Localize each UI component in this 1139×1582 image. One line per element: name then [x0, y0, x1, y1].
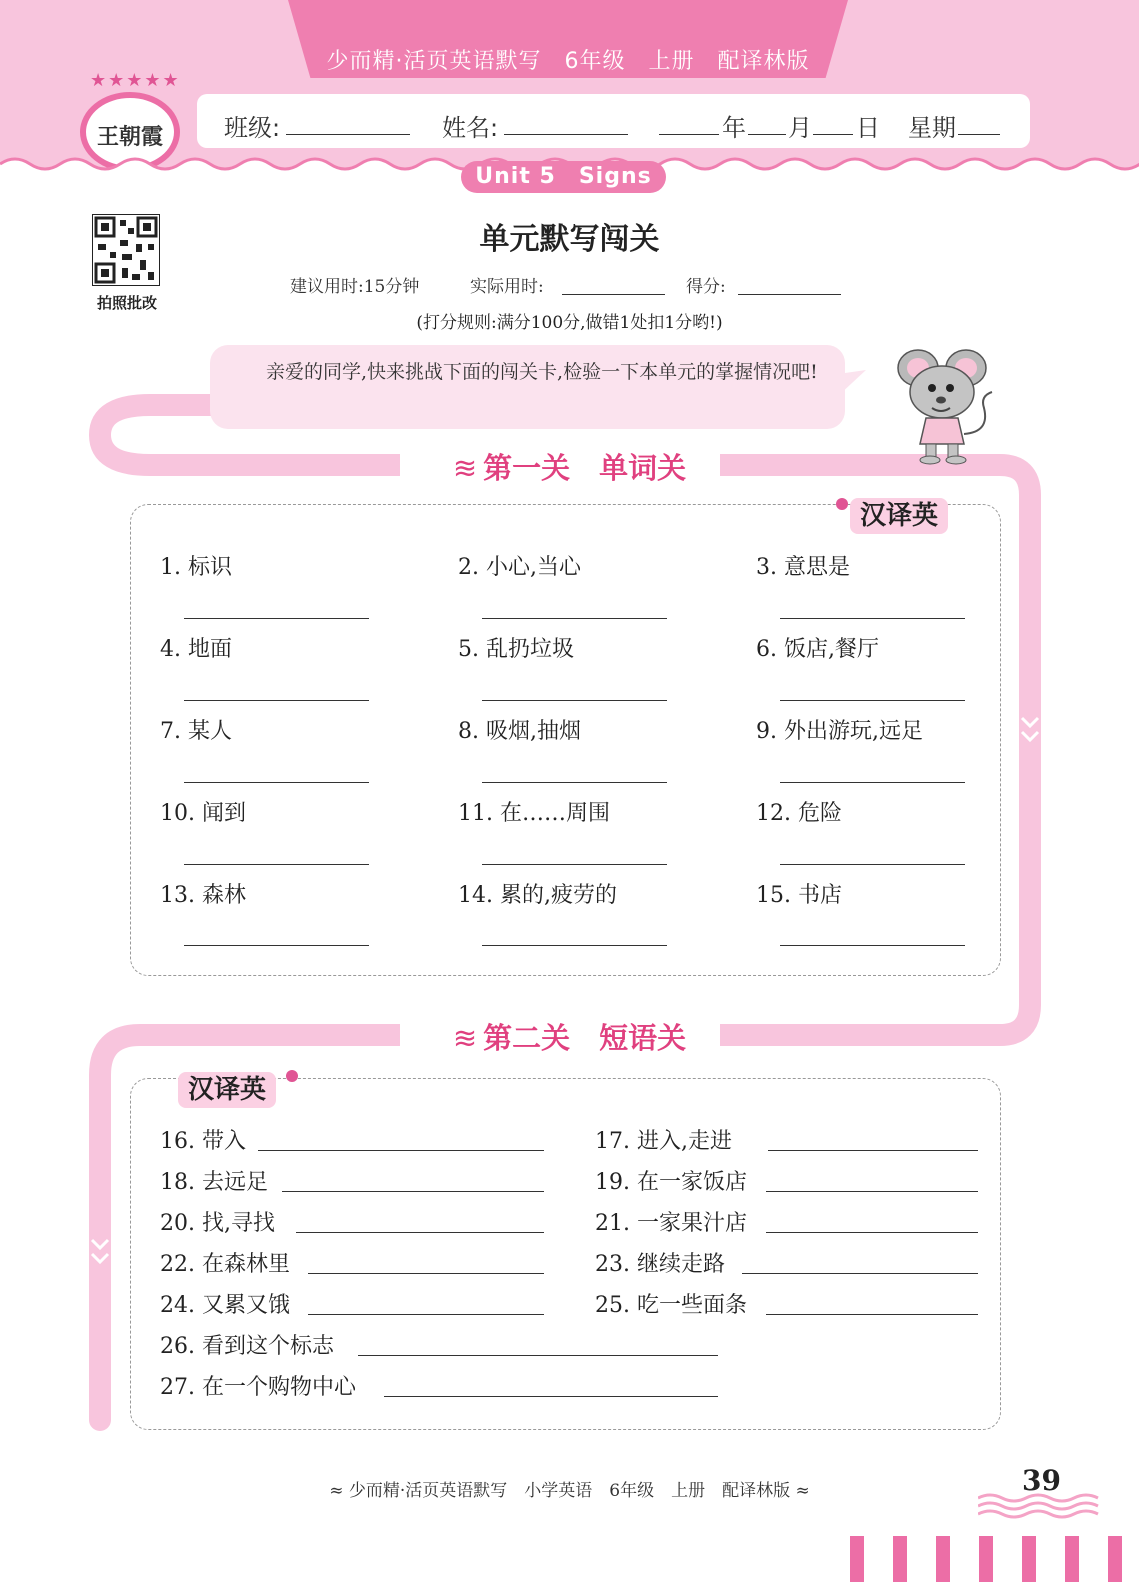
- word-answer-field[interactable]: [780, 945, 965, 946]
- word-answer-field[interactable]: [184, 782, 369, 783]
- word-answer-field[interactable]: [184, 618, 369, 619]
- word-item: 15. 书店: [756, 883, 842, 908]
- phrase-item: 17. 进入,走进: [595, 1129, 732, 1154]
- footer-wave-decoration: [978, 1490, 1108, 1520]
- phrase-answer-field[interactable]: [308, 1273, 544, 1274]
- phrase-answer-field[interactable]: [358, 1355, 718, 1356]
- section2-heading: [0, 1016, 1139, 1057]
- footer: [0, 1476, 1139, 1501]
- series-title: 少而精·活页英语默写 6年级 上册 配译林版: [326, 49, 810, 74]
- phrase-answer-field[interactable]: [768, 1150, 978, 1151]
- footer-stripe: [979, 1536, 993, 1582]
- word-answer-field[interactable]: [184, 945, 369, 946]
- phrase-item: 24. 又累又饿: [160, 1293, 290, 1318]
- actual-time-field[interactable]: [562, 294, 665, 295]
- phrase-item: 23. 继续走路: [595, 1252, 725, 1277]
- phrase-answer-field[interactable]: [766, 1232, 978, 1233]
- word-answer-field[interactable]: [482, 618, 667, 619]
- word-item: 11. 在……周围: [458, 801, 610, 826]
- phrase-item: 20. 找,寻找: [160, 1211, 275, 1236]
- phrase-item: 22. 在森林里: [160, 1252, 290, 1277]
- tag-dot-icon: [286, 1070, 298, 1082]
- phrase-item: 27. 在一个购物中心: [160, 1375, 356, 1400]
- word-answer-field[interactable]: [482, 945, 667, 946]
- phrase-item: 25. 吃一些面条: [595, 1293, 747, 1318]
- word-answer-field[interactable]: [780, 700, 965, 701]
- word-answer-field[interactable]: [184, 700, 369, 701]
- phrase-item: 19. 在一家饭店: [595, 1170, 747, 1195]
- word-item: 8. 吸烟,抽烟: [458, 719, 581, 744]
- word-item: 4. 地面: [160, 637, 232, 662]
- bubble-text: 亲爱的同学,快来挑战下面的闯关卡,检验一下本单元的掌握情况吧!: [266, 361, 818, 383]
- word-item: 7. 某人: [160, 719, 232, 744]
- footer-stripe: [850, 1536, 864, 1582]
- weekday-label: 星期: [908, 114, 956, 142]
- year-label: 年: [722, 114, 746, 142]
- month-label: 月: [788, 114, 812, 142]
- phrase-item: 16. 带入: [160, 1129, 246, 1154]
- footer-stripe: [1022, 1536, 1036, 1582]
- phrase-answer-field[interactable]: [766, 1314, 978, 1315]
- logo-stars-icon: ★★★★★: [90, 70, 181, 91]
- phrase-item: 26. 看到这个标志: [160, 1334, 334, 1359]
- word-section-tag: 汉译英: [850, 498, 948, 534]
- word-item: 3. 意思是: [756, 555, 850, 580]
- word-answer-field[interactable]: [482, 700, 667, 701]
- section1-heading-text: 第一关 单词关: [483, 451, 687, 485]
- phrase-item: 21. 一家果汁店: [595, 1211, 747, 1236]
- scoring-rule: (打分规则:满分100分,做错1处扣1分哟!): [416, 313, 723, 333]
- section1-heading: [0, 446, 1139, 487]
- day-label: 日: [856, 114, 880, 142]
- phrase-answer-field[interactable]: [384, 1396, 718, 1397]
- word-item: 9. 外出游玩,远足: [756, 719, 923, 744]
- word-answer-field[interactable]: [780, 618, 965, 619]
- page-number: 39: [1022, 1464, 1061, 1497]
- footer-stripe: [1065, 1536, 1079, 1582]
- word-item: 5. 乱扔垃圾: [458, 637, 574, 662]
- word-answer-field[interactable]: [184, 864, 369, 865]
- bubble-tail: [838, 370, 868, 400]
- phrase-answer-field[interactable]: [282, 1191, 544, 1192]
- word-item: 10. 闻到: [160, 801, 246, 826]
- tag-dot-icon: [836, 498, 848, 510]
- word-answer-field[interactable]: [482, 864, 667, 865]
- word-item: 12. 危险: [756, 801, 842, 826]
- word-item: 2. 小心,当心: [458, 555, 581, 580]
- phrase-item: 18. 去远足: [160, 1170, 268, 1195]
- wave-icon: ≋: [452, 1021, 478, 1055]
- page-title: 单元默写闯关: [479, 222, 660, 257]
- footer-stripe: [1108, 1536, 1122, 1582]
- logo-text: 王朝霞: [96, 124, 163, 150]
- footer-text: 少而精·活页英语默写 小学英语 6年级 上册 配译林版: [348, 1481, 791, 1501]
- section2-heading-text: 第二关 短语关: [483, 1021, 687, 1055]
- actual-time-label: 实际用时:: [470, 277, 544, 297]
- unit-title: Unit 5 Signs: [461, 161, 666, 193]
- phrase-answer-field[interactable]: [308, 1314, 544, 1315]
- word-answer-field[interactable]: [780, 864, 965, 865]
- phrase-answer-field[interactable]: [258, 1150, 544, 1151]
- class-label: 班级:: [224, 114, 281, 142]
- qr-caption: 拍照批改: [96, 294, 157, 312]
- word-item: 13. 森林: [160, 883, 246, 908]
- name-label: 姓名:: [442, 114, 499, 142]
- score-label: 得分:: [686, 277, 726, 297]
- wave-icon: ≋: [452, 451, 478, 485]
- word-answer-field[interactable]: [780, 782, 965, 783]
- footer-stripe: [893, 1536, 907, 1582]
- wave-icon: ≈: [790, 1481, 810, 1501]
- word-item: 14. 累的,疲劳的: [458, 883, 617, 908]
- wave-icon: ≈: [329, 1481, 349, 1501]
- footer-stripe: [936, 1536, 950, 1582]
- phrase-answer-field[interactable]: [766, 1191, 978, 1192]
- phrase-answer-field[interactable]: [296, 1232, 544, 1233]
- phrase-answer-field[interactable]: [742, 1273, 978, 1274]
- word-answer-field[interactable]: [482, 782, 667, 783]
- word-item: 6. 饭店,餐厅: [756, 637, 879, 662]
- phrase-section-tag: 汉译英: [178, 1072, 276, 1108]
- score-field[interactable]: [738, 294, 841, 295]
- word-item: 1. 标识: [160, 555, 232, 580]
- suggested-time: 建议用时:15分钟: [290, 277, 420, 297]
